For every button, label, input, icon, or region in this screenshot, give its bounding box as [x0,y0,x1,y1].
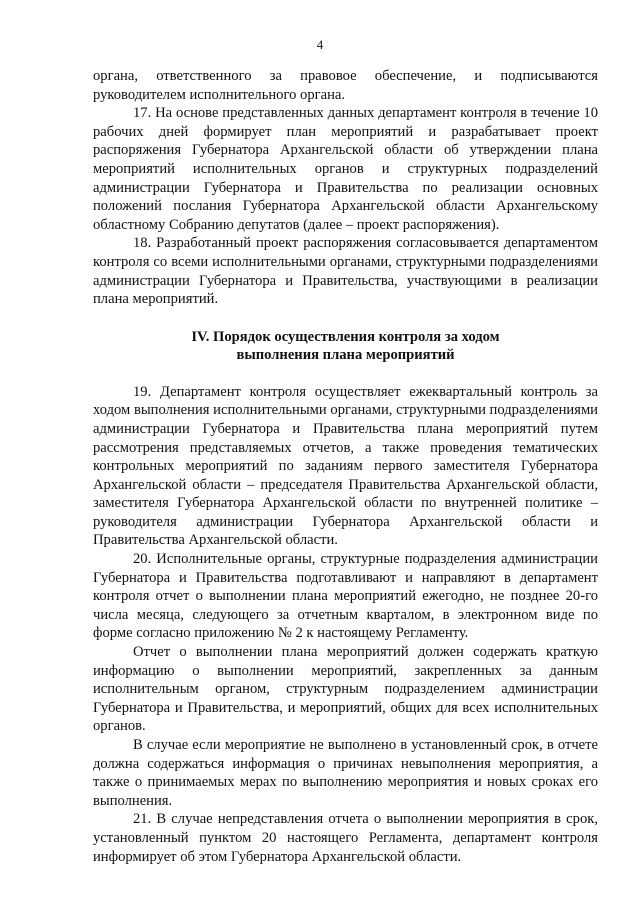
paragraph-continuation: органа, ответственного за правовое обеспечение, и подписываются руководителем исполнительного органа. [93,68,598,103]
section-heading-line-1: IV. Порядок осуществления контроля за ходом [191,328,500,345]
paragraph-17: 17. На основе представленных данных департамент контроля в течение 10 рабочих дней формирует план мероприятий и разрабатывает проект распоряжения Губернатора Архангельской области об утверждении плана мероприятий исполнительных органов и структурных подразделений администрации Губернатора и Правительства по реализации основных положений послания Губернатора Архангельской области Архангельскому областному Собранию депутатов (далее – проект распоряжения). [93,105,598,233]
section-heading-line-2: выполнения плана мероприятий [236,346,455,363]
paragraph-18: 18. Разработанный проект распоряжения согласовывается департаментом контроля со всеми исполнительными органами, структурными подразделениями администрации Губернатора и Правительства, участвующими в реализации плана мероприятий. [93,235,598,308]
paragraph-non-fulfillment: В случае если мероприятие не выполнено в установленный срок, в отчете должна содержаться информация о причинах невыполнения мероприятия, а также о принимаемых мерах по выполнению мероприятия и новых сроках его выполнения. [93,737,598,809]
paragraph-report-content: Отчет о выполнении плана мероприятий должен содержать краткую информацию о выполнении мероприятий, закрепленных за данным исполнительным органом, структурным подразделением администрации Губернатора и Правительства, и мероприятий, общих для всех исполнительных органов. [93,644,598,735]
paragraph-19: 19. Департамент контроля осуществляет ежеквартальный контроль за ходом выполнения исполнительными органами, структурными подразделениями администрации Губернатора и Правительства плана мероприятий путем рассмотрения представляемых отчетов, а также проведения тематических контрольных мероприятий по заданиям первого заместителя Губернатора Архангельской области – председателя Правительства Архангельской области, заместителя Губернатора Архангельской области по внутренней политике – руководителя администрации Губернатора Архангельской области и Правительства Архангельской области. [93,383,598,549]
paragraph-20: 20. Исполнительные органы, структурные подразделения администрации Губернатора и Правительства подготавливают и направляют в департамент контроля отчет о выполнении плана мероприятий ежегодно, не позднее 20-го числа месяца, следующего за отчетным кварталом, в электронном виде по форме согласно приложению № 2 к настоящему Регламенту. [93,551,598,642]
page-number: 4 [316,37,324,52]
paragraph-21: 21. В случае непредставления отчета о выполнении мероприятия в срок, установленный пунктом 20 настоящего Регламента, департамент контроля информирует об этом Губернатора Архангельской области. [93,811,598,865]
document-body [93,67,598,866]
section-heading [93,328,598,364]
